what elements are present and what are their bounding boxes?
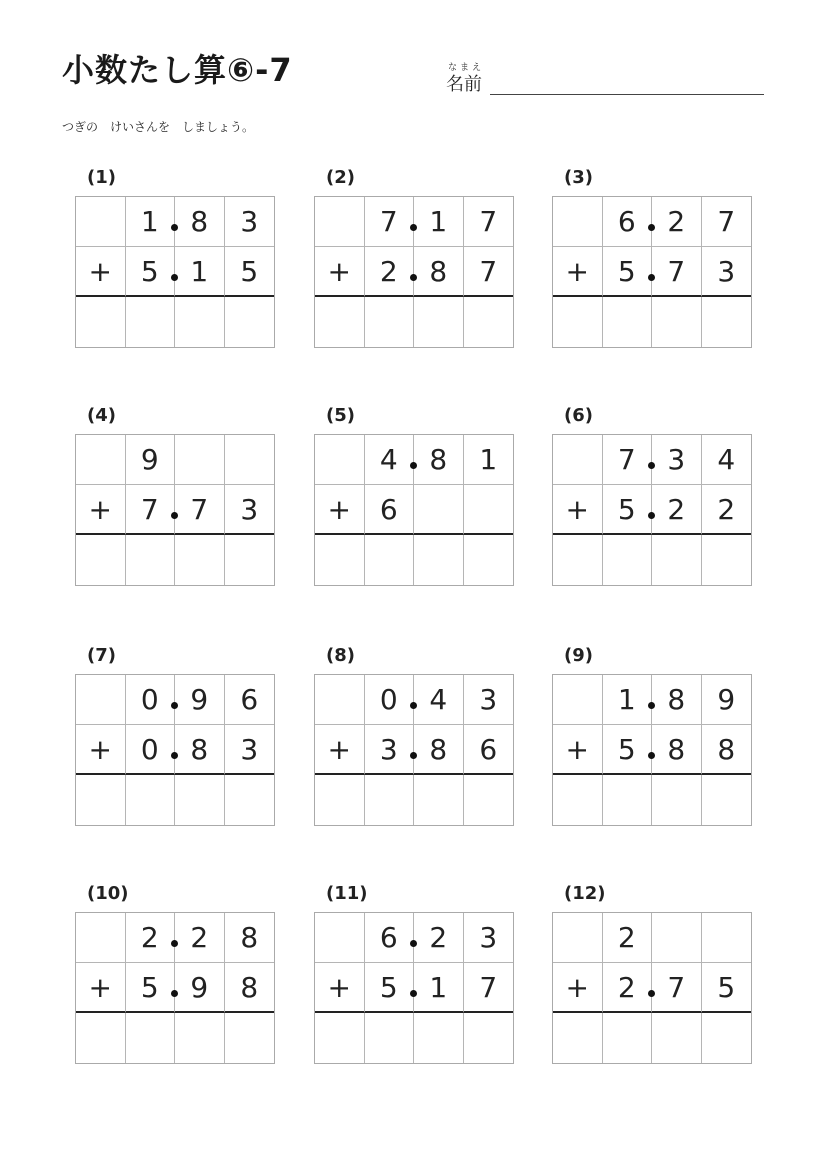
problem-label: (10) — [87, 883, 129, 904]
decimal-point — [410, 224, 417, 231]
digit-cell — [315, 675, 365, 725]
answer-cell[interactable] — [414, 775, 464, 825]
digit-cell: 3 — [652, 435, 702, 485]
digit-cell: 6 — [464, 725, 514, 775]
problem-label: (6) — [564, 405, 593, 426]
plus-sign: + — [315, 247, 365, 297]
digit-cell: 8 — [175, 197, 225, 247]
answer-cell[interactable] — [76, 1013, 126, 1063]
answer-cell[interactable] — [464, 1013, 514, 1063]
digit-cell: 2 — [702, 485, 752, 535]
digit-cell: 8 — [225, 963, 275, 1013]
answer-cell[interactable] — [225, 775, 275, 825]
answer-cell[interactable] — [225, 1013, 275, 1063]
problem-table — [75, 196, 275, 348]
answer-cell[interactable] — [464, 775, 514, 825]
digit-cell: 8 — [702, 725, 752, 775]
decimal-point — [410, 752, 417, 759]
digit-cell: 7 — [464, 963, 514, 1013]
digit-cell — [76, 913, 126, 963]
answer-cell[interactable] — [126, 297, 176, 347]
answer-cell[interactable] — [702, 297, 752, 347]
answer-cell[interactable] — [175, 775, 225, 825]
answer-cell[interactable] — [553, 1013, 603, 1063]
problem-label: (2) — [326, 167, 355, 188]
digit-cell — [315, 913, 365, 963]
name-label: 名前 — [446, 74, 482, 95]
digit-cell — [76, 675, 126, 725]
answer-cell[interactable] — [414, 1013, 464, 1063]
decimal-point — [171, 224, 178, 231]
worksheet-title: 小数たし算⑥-7 — [62, 51, 293, 89]
answer-cell[interactable] — [365, 1013, 415, 1063]
digit-cell — [652, 913, 702, 963]
digit-cell: 3 — [365, 725, 415, 775]
digit-cell: 8 — [652, 675, 702, 725]
digit-cell — [553, 197, 603, 247]
name-field-line[interactable] — [490, 94, 764, 95]
plus-sign: + — [76, 963, 126, 1013]
digit-cell — [76, 435, 126, 485]
digit-cell: 5 — [225, 247, 275, 297]
digit-cell: 0 — [126, 725, 176, 775]
answer-cell[interactable] — [464, 297, 514, 347]
name-area — [446, 60, 766, 96]
digit-cell: 6 — [603, 197, 653, 247]
name-ruby: なまえ — [448, 63, 485, 73]
digit-cell: 3 — [464, 913, 514, 963]
problem-table — [75, 912, 275, 1064]
decimal-point — [171, 940, 178, 947]
problem-table — [314, 434, 514, 586]
digit-cell: 2 — [414, 913, 464, 963]
answer-cell[interactable] — [225, 297, 275, 347]
plus-sign: + — [553, 247, 603, 297]
answer-cell[interactable] — [553, 775, 603, 825]
answer-cell[interactable] — [365, 297, 415, 347]
digit-cell: 7 — [652, 247, 702, 297]
answer-cell[interactable] — [315, 1013, 365, 1063]
decimal-point — [410, 462, 417, 469]
problem-table — [552, 434, 752, 586]
answer-cell[interactable] — [702, 535, 752, 585]
plus-sign: + — [76, 247, 126, 297]
plus-sign: + — [315, 963, 365, 1013]
digit-cell — [175, 435, 225, 485]
problem-label: (5) — [326, 405, 355, 426]
answer-cell[interactable] — [365, 535, 415, 585]
decimal-point — [171, 990, 178, 997]
digit-cell: 8 — [175, 725, 225, 775]
answer-cell[interactable] — [652, 297, 702, 347]
problem-table — [552, 912, 752, 1064]
digit-cell: 6 — [365, 485, 415, 535]
problem-label: (8) — [326, 645, 355, 666]
digit-cell: 0 — [365, 675, 415, 725]
digit-cell — [315, 197, 365, 247]
answer-cell[interactable] — [175, 535, 225, 585]
answer-cell[interactable] — [315, 775, 365, 825]
decimal-point — [410, 274, 417, 281]
answer-cell[interactable] — [315, 297, 365, 347]
answer-cell[interactable] — [464, 535, 514, 585]
answer-cell[interactable] — [553, 535, 603, 585]
problem-label: (9) — [564, 645, 593, 666]
answer-cell[interactable] — [603, 1013, 653, 1063]
answer-cell[interactable] — [603, 775, 653, 825]
answer-cell[interactable] — [126, 1013, 176, 1063]
digit-cell: 2 — [652, 485, 702, 535]
digit-cell: 8 — [225, 913, 275, 963]
decimal-point — [171, 702, 178, 709]
digit-cell: 0 — [126, 675, 176, 725]
digit-cell: 1 — [603, 675, 653, 725]
answer-cell[interactable] — [414, 297, 464, 347]
digit-cell: 8 — [414, 247, 464, 297]
decimal-point — [648, 990, 655, 997]
digit-cell: 7 — [365, 197, 415, 247]
decimal-point — [410, 702, 417, 709]
problem-3 — [552, 166, 752, 346]
decimal-point — [171, 274, 178, 281]
digit-cell: 7 — [464, 247, 514, 297]
answer-cell[interactable] — [603, 535, 653, 585]
problem-table — [552, 196, 752, 348]
digit-cell — [553, 675, 603, 725]
decimal-point — [410, 990, 417, 997]
digit-cell: 2 — [652, 197, 702, 247]
digit-cell — [553, 435, 603, 485]
problem-7 — [75, 644, 275, 824]
problem-9 — [552, 644, 752, 824]
decimal-point — [648, 512, 655, 519]
digit-cell: 8 — [414, 725, 464, 775]
problem-2 — [314, 166, 514, 346]
digit-cell: 2 — [175, 913, 225, 963]
problem-12 — [552, 882, 752, 1062]
problem-11 — [314, 882, 514, 1062]
decimal-point — [648, 274, 655, 281]
digit-cell — [553, 913, 603, 963]
plus-sign: + — [553, 963, 603, 1013]
plus-sign: + — [315, 485, 365, 535]
answer-cell[interactable] — [652, 1013, 702, 1063]
digit-cell: 1 — [175, 247, 225, 297]
answer-cell[interactable] — [652, 535, 702, 585]
problem-table — [552, 674, 752, 826]
decimal-point — [171, 512, 178, 519]
digit-cell: 5 — [603, 247, 653, 297]
digit-cell: 5 — [603, 485, 653, 535]
digit-cell: 4 — [702, 435, 752, 485]
decimal-point — [648, 752, 655, 759]
problem-table — [314, 674, 514, 826]
plus-sign: + — [553, 485, 603, 535]
answer-cell[interactable] — [553, 297, 603, 347]
plus-sign: + — [76, 725, 126, 775]
answer-cell[interactable] — [652, 775, 702, 825]
digit-cell: 9 — [175, 963, 225, 1013]
problem-1 — [75, 166, 275, 346]
plus-sign: + — [315, 725, 365, 775]
decimal-point — [648, 462, 655, 469]
digit-cell — [76, 197, 126, 247]
digit-cell: 8 — [652, 725, 702, 775]
problem-label: (12) — [564, 883, 606, 904]
digit-cell: 3 — [464, 675, 514, 725]
answer-cell[interactable] — [76, 297, 126, 347]
digit-cell: 6 — [225, 675, 275, 725]
problem-8 — [314, 644, 514, 824]
digit-cell: 7 — [175, 485, 225, 535]
digit-cell: 3 — [702, 247, 752, 297]
digit-cell: 2 — [603, 913, 653, 963]
decimal-point — [648, 224, 655, 231]
digit-cell — [225, 435, 275, 485]
digit-cell: 7 — [603, 435, 653, 485]
answer-cell[interactable] — [702, 1013, 752, 1063]
digit-cell: 3 — [225, 725, 275, 775]
answer-cell[interactable] — [315, 535, 365, 585]
digit-cell — [414, 485, 464, 535]
problem-label: (3) — [564, 167, 593, 188]
digit-cell: 1 — [126, 197, 176, 247]
digit-cell: 5 — [603, 725, 653, 775]
digit-cell: 2 — [603, 963, 653, 1013]
problem-label: (4) — [87, 405, 116, 426]
answer-cell[interactable] — [76, 535, 126, 585]
digit-cell: 3 — [225, 485, 275, 535]
digit-cell: 9 — [175, 675, 225, 725]
digit-cell: 1 — [414, 963, 464, 1013]
digit-cell: 9 — [126, 435, 176, 485]
answer-cell[interactable] — [175, 1013, 225, 1063]
digit-cell: 2 — [365, 247, 415, 297]
answer-cell[interactable] — [76, 775, 126, 825]
instruction-text: つぎの けいさんを しましょう。 — [62, 120, 255, 134]
digit-cell: 7 — [702, 197, 752, 247]
digit-cell — [315, 435, 365, 485]
decimal-point — [648, 702, 655, 709]
problem-6 — [552, 404, 752, 584]
problem-4 — [75, 404, 275, 584]
digit-cell: 5 — [365, 963, 415, 1013]
problem-label: (1) — [87, 167, 116, 188]
answer-cell[interactable] — [365, 775, 415, 825]
digit-cell: 4 — [365, 435, 415, 485]
decimal-point — [410, 940, 417, 947]
problem-label: (7) — [87, 645, 116, 666]
problem-table — [75, 434, 275, 586]
problem-10 — [75, 882, 275, 1062]
digit-cell: 7 — [652, 963, 702, 1013]
digit-cell: 5 — [702, 963, 752, 1013]
decimal-point — [171, 752, 178, 759]
digit-cell — [464, 485, 514, 535]
problem-table — [75, 674, 275, 826]
answer-cell[interactable] — [126, 775, 176, 825]
problem-5 — [314, 404, 514, 584]
problem-table — [314, 912, 514, 1064]
problem-table — [314, 196, 514, 348]
plus-sign: + — [553, 725, 603, 775]
answer-cell[interactable] — [414, 535, 464, 585]
problem-label: (11) — [326, 883, 368, 904]
digit-cell: 7 — [126, 485, 176, 535]
digit-cell: 4 — [414, 675, 464, 725]
digit-cell: 8 — [414, 435, 464, 485]
answer-cell[interactable] — [175, 297, 225, 347]
digit-cell: 9 — [702, 675, 752, 725]
answer-cell[interactable] — [603, 297, 653, 347]
digit-cell: 2 — [126, 913, 176, 963]
digit-cell: 6 — [365, 913, 415, 963]
digit-cell: 1 — [414, 197, 464, 247]
digit-cell: 7 — [464, 197, 514, 247]
digit-cell — [702, 913, 752, 963]
digit-cell: 3 — [225, 197, 275, 247]
answer-cell[interactable] — [702, 775, 752, 825]
answer-cell[interactable] — [225, 535, 275, 585]
digit-cell: 5 — [126, 963, 176, 1013]
answer-cell[interactable] — [126, 535, 176, 585]
digit-cell: 1 — [464, 435, 514, 485]
digit-cell: 5 — [126, 247, 176, 297]
plus-sign: + — [76, 485, 126, 535]
